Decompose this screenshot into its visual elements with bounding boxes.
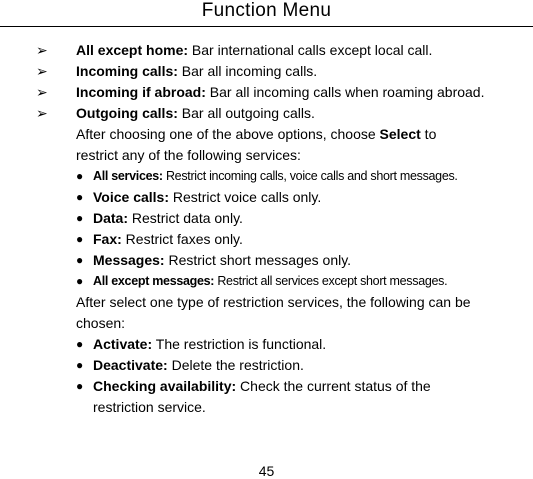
page-number: 45: [258, 463, 275, 479]
item-description: restriction service.: [93, 399, 206, 415]
dot-bullet-icon: ●: [76, 379, 84, 393]
item-description: Delete the restriction.: [167, 357, 304, 373]
paragraph-text: After select one type of restriction services, the following can be: [76, 294, 471, 310]
arrow-item-incoming-calls: [36, 61, 528, 82]
service-item-voice-calls: [36, 187, 528, 208]
paragraph-text: restrict any of the following services:: [76, 147, 301, 163]
dot-bullet-icon: ●: [76, 358, 84, 372]
paragraph-select-line1: [36, 124, 528, 145]
arrow-bullet-icon: ➢: [36, 63, 48, 79]
header-divider: [0, 26, 533, 27]
action-item-activate: [36, 334, 528, 355]
arrow-item-all-except-home: [36, 40, 528, 61]
service-item-fax: [36, 229, 528, 250]
item-term: Incoming if abroad:: [76, 84, 206, 100]
arrow-item-incoming-if-abroad: [36, 82, 528, 103]
document-body: [36, 40, 528, 418]
action-item-continuation: [36, 397, 528, 418]
dot-bullet-icon: ●: [76, 190, 84, 204]
dot-bullet-icon: ●: [76, 253, 84, 267]
service-item-all-except-messages: [36, 271, 528, 292]
item-description: Restrict data only.: [128, 210, 243, 226]
service-item-all-services: [36, 166, 528, 187]
item-description: Restrict short messages only.: [164, 252, 352, 268]
dot-bullet-icon: ●: [76, 211, 84, 225]
item-term: Deactivate:: [93, 357, 168, 373]
item-description: Restrict all services except short messages.: [214, 274, 448, 288]
service-item-messages: [36, 250, 528, 271]
dot-bullet-icon: ●: [76, 232, 84, 246]
item-term: All except messages:: [93, 274, 215, 288]
item-term: Voice calls:: [93, 189, 170, 205]
service-item-data: [36, 208, 528, 229]
arrow-bullet-icon: ➢: [36, 42, 48, 58]
page-title: Function Menu: [201, 0, 332, 21]
paragraph-text: After choosing one of the above options, choose: [76, 126, 380, 142]
item-term: Activate:: [93, 336, 153, 352]
item-term: Messages:: [93, 252, 165, 268]
item-description: Restrict faxes only.: [121, 231, 243, 247]
paragraph-chosen-line2: [36, 313, 528, 334]
item-term: All services:: [93, 169, 163, 183]
item-term: Outgoing calls:: [76, 105, 178, 121]
item-term: All except home:: [76, 42, 189, 58]
paragraph-text: to: [420, 126, 437, 142]
item-term: Incoming calls:: [76, 63, 178, 79]
paragraph-text: chosen:: [76, 315, 126, 331]
item-term: Data:: [93, 210, 129, 226]
item-term: Checking availability:: [93, 378, 237, 394]
paragraph-chosen-line1: [36, 292, 528, 313]
item-description: Check the current status of the: [236, 378, 431, 394]
dot-bullet-icon: ●: [76, 337, 84, 351]
arrow-item-outgoing-calls: [36, 103, 528, 124]
item-description: Bar international calls except local call.: [188, 42, 433, 58]
dot-bullet-icon: ●: [76, 274, 83, 288]
select-keyword: Select: [379, 126, 421, 142]
item-description: Restrict voice calls only.: [169, 189, 322, 205]
item-term: Fax:: [93, 231, 122, 247]
item-description: Restrict incoming calls, voice calls and short messages.: [162, 169, 458, 183]
arrow-bullet-icon: ➢: [36, 84, 48, 100]
item-description: The restriction is functional.: [152, 336, 327, 352]
item-description: Bar all incoming calls when roaming abroad.: [205, 84, 485, 100]
action-item-checking-availability: [36, 376, 528, 397]
item-description: Bar all incoming calls.: [177, 63, 318, 79]
action-item-deactivate: [36, 355, 528, 376]
dot-bullet-icon: ●: [76, 169, 83, 183]
paragraph-select-line2: [36, 145, 528, 166]
item-description: Bar all outgoing calls.: [177, 105, 315, 121]
arrow-bullet-icon: ➢: [36, 105, 48, 121]
